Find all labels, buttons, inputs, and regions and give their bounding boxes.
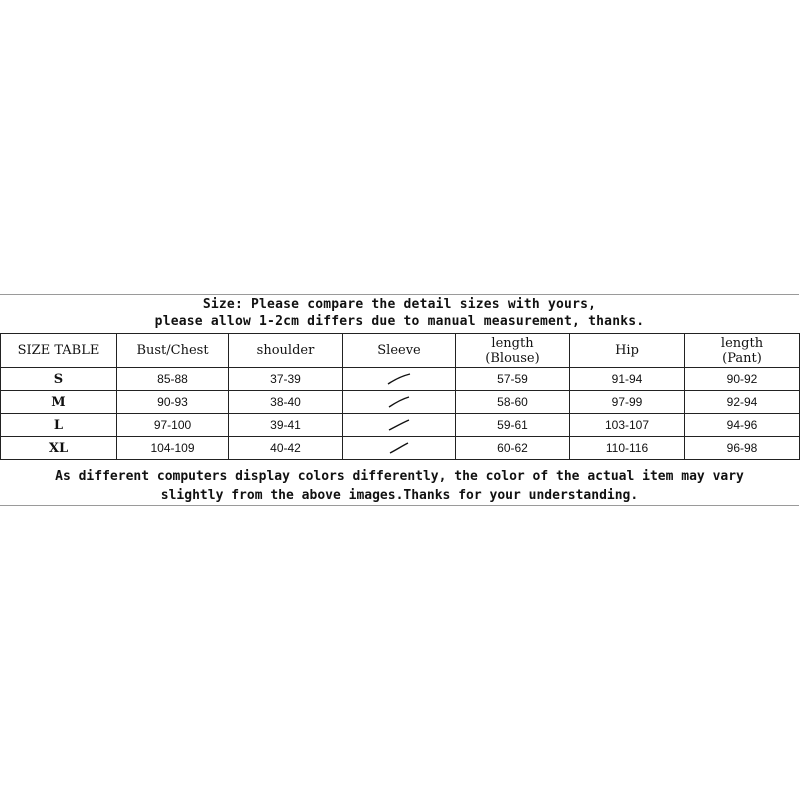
header-label: Bust/Chest: [136, 343, 209, 358]
hip-cell: 103-107: [570, 414, 685, 437]
header-label: SIZE TABLE: [17, 343, 100, 358]
size-notice: [0, 295, 799, 333]
bust-cell: 85-88: [117, 368, 229, 391]
size-table: [0, 333, 800, 460]
size-cell: XL: [1, 437, 117, 460]
sleeve-cell: [343, 437, 456, 460]
shoulder-cell: 39-41: [229, 414, 343, 437]
table-row: [1, 414, 800, 437]
slash-icon: [384, 394, 414, 410]
table-header-row: [1, 334, 800, 368]
bust-cell: 90-93: [117, 391, 229, 414]
header-label: Sleeve: [377, 343, 421, 358]
blouse-length-cell: 60-62: [456, 437, 570, 460]
table-row: [1, 437, 800, 460]
header-bust-chest: [117, 334, 229, 368]
pant-length-cell: 90-92: [685, 368, 800, 391]
header-shoulder: [229, 334, 343, 368]
header-hip: [570, 334, 685, 368]
size-notice-line-2: please allow 1-2cm differs due to manual measurement, thanks.: [154, 314, 645, 329]
sleeve-cell: [343, 414, 456, 437]
hip-cell: 110-116: [570, 437, 685, 460]
pant-length-cell: 94-96: [685, 414, 800, 437]
pant-length-cell: 92-94: [685, 391, 800, 414]
header-label: Hip: [615, 343, 639, 358]
size-cell: L: [1, 414, 117, 437]
blouse-length-cell: 57-59: [456, 368, 570, 391]
bust-cell: 97-100: [117, 414, 229, 437]
shoulder-cell: 40-42: [229, 437, 343, 460]
header-sublabel: (Pant): [722, 350, 762, 366]
sleeve-cell: [343, 391, 456, 414]
size-cell: S: [1, 368, 117, 391]
pant-length-cell: 96-98: [685, 437, 800, 460]
hip-cell: 97-99: [570, 391, 685, 414]
shoulder-cell: 37-39: [229, 368, 343, 391]
header-sublabel: (Blouse): [485, 350, 540, 366]
color-disclaimer-line-2: slightly from the above images.Thanks for your understanding.: [160, 488, 639, 503]
sleeve-cell: [343, 368, 456, 391]
shoulder-cell: 38-40: [229, 391, 343, 414]
blouse-length-cell: 59-61: [456, 414, 570, 437]
slash-icon: [384, 440, 414, 456]
header-size-table: [1, 334, 117, 368]
table-row: [1, 368, 800, 391]
slash-icon: [384, 417, 414, 433]
header-label: length: [720, 335, 764, 351]
blouse-length-cell: 58-60: [456, 391, 570, 414]
header-label: length: [491, 335, 534, 351]
table-row: [1, 391, 800, 414]
hip-cell: 91-94: [570, 368, 685, 391]
header-length-pant: [685, 334, 800, 368]
size-cell: M: [1, 391, 117, 414]
header-label: shoulder: [256, 343, 315, 358]
color-disclaimer: [0, 465, 799, 505]
size-notice-line-1: Size: Please compare the detail sizes with yours,: [202, 297, 597, 312]
header-sleeve: [343, 334, 456, 368]
header-length-blouse: [456, 334, 570, 368]
color-disclaimer-line-1: As different computers display colors differently, the color of the actual item may vary: [55, 469, 744, 484]
bust-cell: 104-109: [117, 437, 229, 460]
size-chart: [0, 294, 799, 506]
slash-icon: [384, 371, 414, 387]
